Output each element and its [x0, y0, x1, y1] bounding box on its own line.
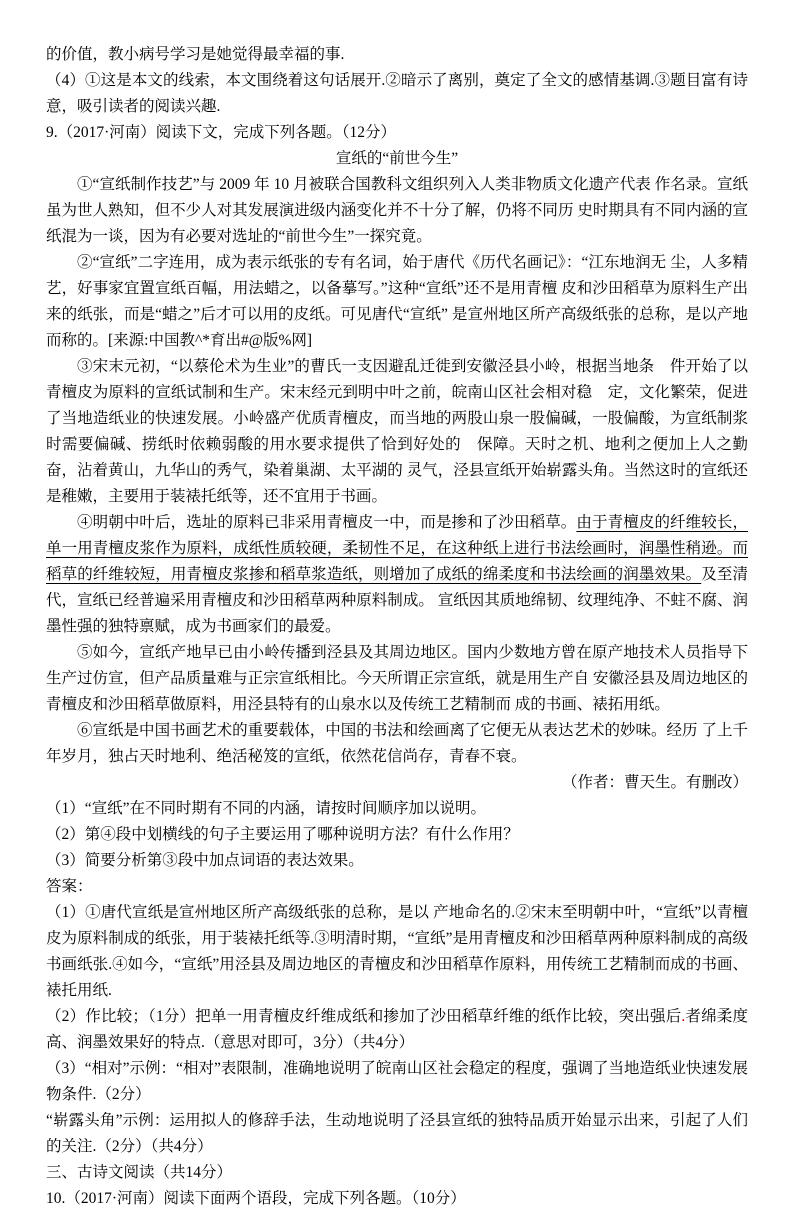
- text-run: 宣纸的“前世今生”: [335, 150, 459, 167]
- text-run: ⑥宣纸是中国书画艺术的重要载体，中国的书法和绘画离了它便无从表达艺术的妙味。经历 了上千年岁月，独占天时地利、绝活秘笈的宣纸，依然花信尚存，青春不衰。: [46, 722, 748, 765]
- question9-sub3: [46, 848, 748, 874]
- text-run: 者绵柔度高、润墨效果好的特点.（意思对即可，3分）（共4分）: [46, 1008, 748, 1051]
- question9-sub1: [46, 796, 748, 822]
- article-para-2: [46, 250, 748, 354]
- article-para-6: [46, 718, 748, 770]
- text-run: （作者：曹天生。有删改）: [561, 774, 748, 791]
- text-run: （2）第④段中划横线的句子主要运用了哪种说明方法？有什么作用？: [46, 826, 519, 843]
- underlined-text-run: 由于青檀皮的纤维较长，单一用青檀皮浆作为原料，成纸性质较硬，柔韧性不足，在这种纸上进行书法绘画时，润墨性稍逊。而稻草的纤维较短，用青檀皮浆掺和稻草浆造纸，则增加了成纸的绵柔度和书法绘画的润墨效果。: [46, 514, 748, 583]
- text-run: ④明朝中叶后，选址的原料已非采用青檀皮一中，而是掺和了沙田稻草。: [77, 514, 577, 531]
- text-run: 9.（2017·河南）阅读下文，完成下列各题。（12分）: [46, 124, 397, 141]
- article-para-1: [46, 172, 748, 250]
- text-run: （1）“宣纸”在不同时期有不同的内涵，请按时间顺序加以说明。: [46, 800, 487, 817]
- text-run: 10.（2017·河南）阅读下面两个语段，完成下列各题。（10分）: [46, 1190, 466, 1207]
- article-title: [46, 146, 748, 172]
- text-run: （3）简要分析第③段中加点词语的表达效果。: [46, 852, 364, 869]
- text-run: 答案：: [46, 878, 93, 895]
- answer9-sub3-xiangdui: [46, 1056, 748, 1108]
- prev-answer-continuation: [46, 42, 748, 68]
- text-run: 三、古诗文阅读（共14分）: [46, 1164, 233, 1181]
- article-para-4: [46, 510, 748, 640]
- text-run: ②“宣纸”二字连用，成为表示纸张的专有名词，始于唐代《历代名画记》：“江东地润无 尘，人多精艺，好事家宜置宣纸百幅，用法蜡之，以备摹写。”这种“宣纸”还不是用青檀 皮和沙田稻草为原料生产出来的纸张，而是“蜡之”后才可以用的皮纸。可见唐代“宣纸” 是宣州地区所产高级纸张的总称，是以产地而称的。[来源:中国教^*育出#@版%网]: [46, 254, 748, 349]
- text-run: （4）①这是本文的线索，本文围绕着这句话展开.②暗示了离别，奠定了全文的感情基调.③题目富有诗意，吸引读者的阅读兴趣.: [46, 72, 748, 115]
- article-para-5: [46, 640, 748, 718]
- article-attribution: [46, 770, 748, 796]
- text-run: （3）“相对”示例：“相对”表限制，准确地说明了皖南山区社会稳定的程度，强调了当地造纸业快速发展物条件.（2分）: [46, 1060, 748, 1103]
- question9-sub2: [46, 822, 748, 848]
- answer9-sub2: [46, 1004, 748, 1056]
- answer9-sub1: [46, 900, 748, 1004]
- section3-header: [46, 1160, 748, 1186]
- text-run: （2）作比较；（1分）把单一用青檀皮纤维成纸和掺加了沙田稻草纤维的纸作比较，突出强后: [46, 1008, 682, 1025]
- text-run: 的价值，教小病号学习是她觉得最幸福的事.: [46, 46, 345, 63]
- answer9-sub3-zhanlutoujiao: [46, 1108, 748, 1160]
- red-mark: .: [681, 1008, 686, 1025]
- text-run: （1）①唐代宣纸是宣州地区所产高级纸张的总称，是以 产地命名的.②宋末至明朝中叶，“宣纸”以青檀皮为原料制成的纸张，用于装裱托纸等.③明清时期，“宣纸”是用青檀皮和沙田稻草两种原料制成的高级书画纸张.④如今，“宣纸”用泾县及周边地区的青檀皮和沙田稻草作原料，用传统工艺精制而成的书画、裱托用纸.: [46, 904, 748, 999]
- answers-label: [46, 874, 748, 900]
- article-para-3: [46, 354, 748, 510]
- text-run: ⑤如今，宣纸产地早已由小岭传播到泾县及其周边地区。国内少数地方曾在原产地技术人员指导下生产过仿宣，但产品质量难与正宗宣纸相比。今天所谓正宗宣纸，就是用生产自 安徽泾县及周边地区的青檀皮和沙田稻草做原料，用泾县特有的山泉水以及传统工艺精制而 成的书画、裱拓用纸。: [46, 644, 748, 713]
- question10-header: [46, 1186, 748, 1212]
- question9-header: [46, 120, 748, 146]
- text-run: “崭露头角”示例：运用拟人的修辞手法，生动地说明了泾县宣纸的独特品质开始显示出来，引起了人们的关注.（2分）（共4分）: [46, 1112, 748, 1155]
- prev-answer-item4: [46, 68, 748, 120]
- document-body: [46, 42, 748, 1212]
- text-run: 及至清代，宣纸已经普遍采用青檀皮和沙田稻草两种原料制成。 宣纸因其质地绵韧、纹理纯净、不蛀不腐、润墨性强的独特禀赋，成为书画家们的最爱。: [46, 566, 748, 635]
- text-run: ①“宣纸制作技艺”与 2009 年 10 月被联合国教科文组织列入人类非物质文化遗产代表 作名录。宣纸虽为世人熟知，但不少人对其发展演进级内涵变化并不十分了解，仍将不同历 史时期具有不同内涵的宣纸混为一谈，因为有必要对选址的“前世今生”一探究竟。: [46, 176, 748, 245]
- text-run: ③宋末元初，“以蔡伦术为生业”的曹氏一支因避乱迁徙到安徽泾县小岭，根据当地条 件开始了以青檀皮为原料的宣纸试制和生产。宋末经元到明中叶之前，皖南山区社会相对稳 定，文化繁荣，促进了当地造纸业的快速发展。小岭盛产优质青檀皮，而当地的两股山泉一股偏碱，一股偏酸，为宣纸制浆时需要偏碱、捞纸时依赖弱酸的用水要求提供了恰到好处的 保障。天时之机、地利之便加上人之勤奋，沾着黄山，九华山的秀气，染着巢湖、太平湖的 灵气，泾县宣纸开始崭露头角。当然这时的宣纸还是稚嫩，主要用于装裱托纸等，还不宜用于书画。: [46, 358, 748, 505]
